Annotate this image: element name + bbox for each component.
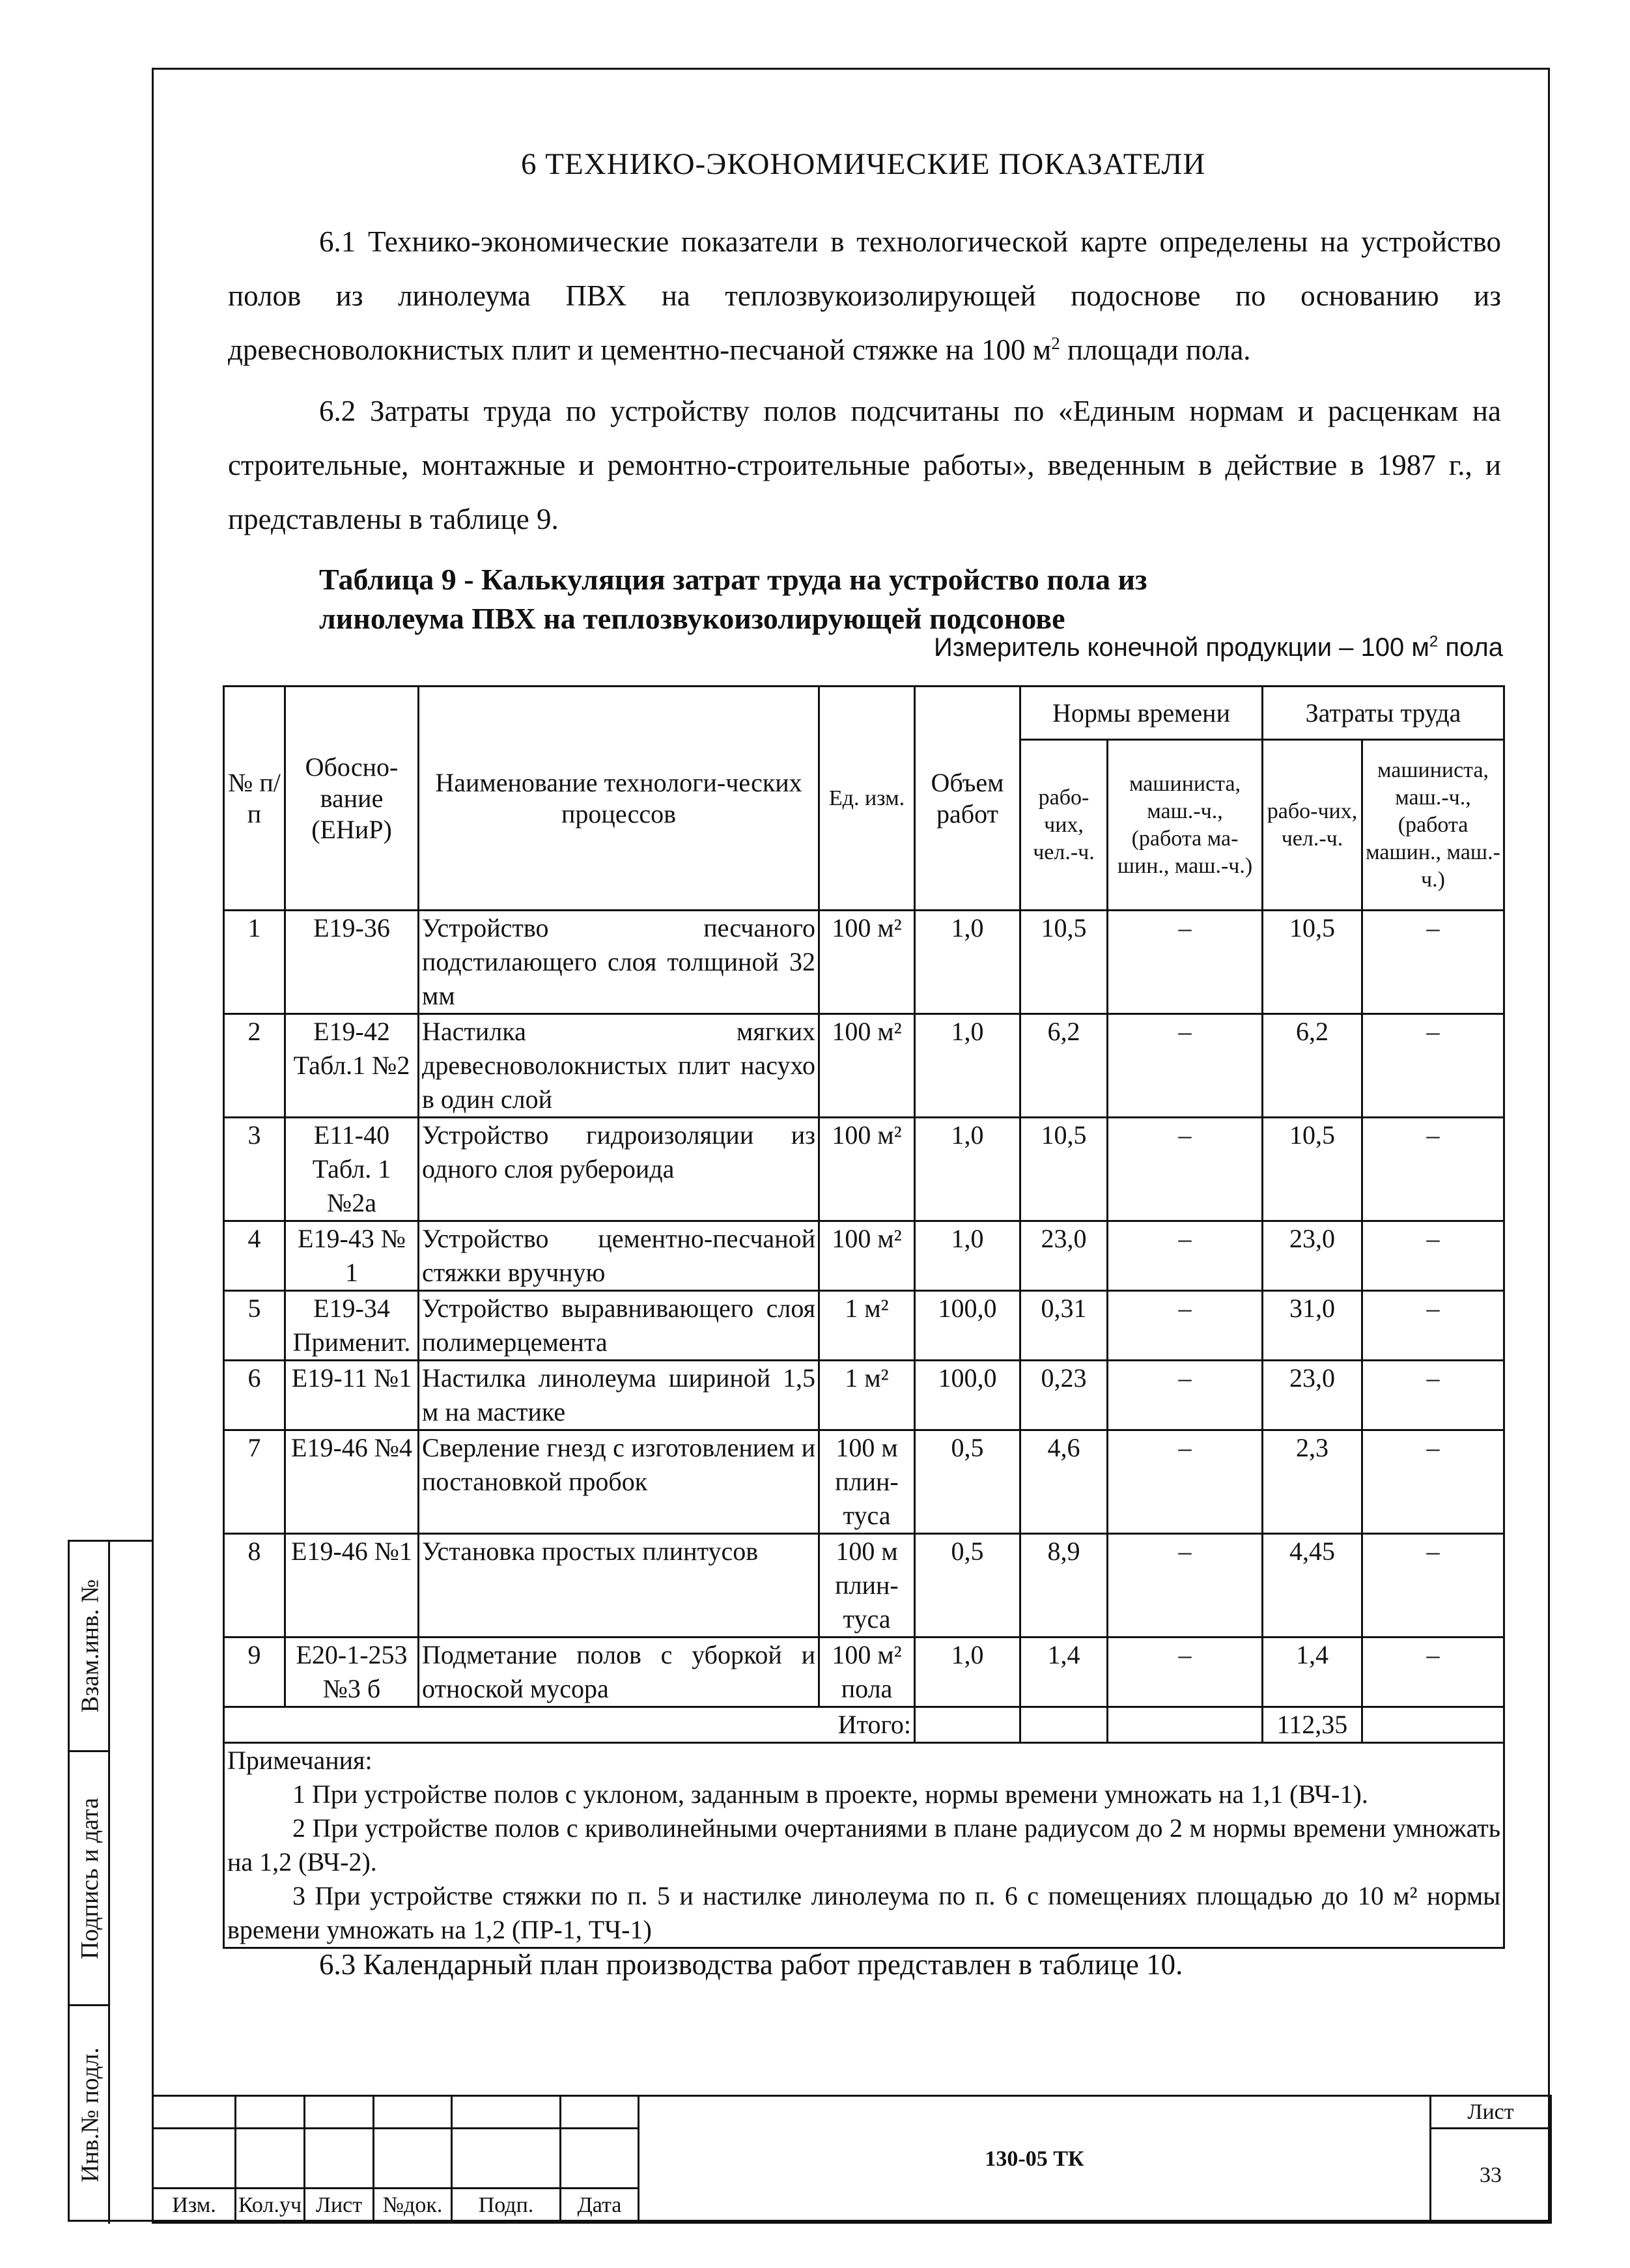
total-value: 112,35 [1263,1707,1362,1743]
row-name: Устройство цементно-песчаной стяжки вручную [419,1221,819,1291]
row-name: Устройство песчаного подстилающего слоя толщиной 32 мм [419,911,819,1014]
sheet-number: 33 [1431,2129,1551,2223]
note-3-text: 3 При устройстве стяжки по п. 5 и настилке линолеума по п. 6 с помещениях площадью до 10 м² нормы времени умножать на 1,2 (ПР-1, ТЧ-1) [227,1881,1501,1944]
sheet-label: Лист [1431,2096,1551,2129]
row-cost-workers: 4,45 [1263,1534,1362,1637]
row-name: Сверление гнезд с изготовлением и постановкой пробок [419,1430,819,1534]
row-norm-machinist: – [1108,1291,1263,1361]
row-cost-machinist: – [1362,1014,1504,1118]
row-num: 8 [224,1534,285,1637]
row-volume: 1,0 [915,1637,1020,1707]
row-basis: Е19-34 Применит. [285,1291,419,1361]
row-cost-workers: 1,4 [1263,1637,1362,1707]
stamp-col-list: Лист [305,2189,374,2223]
table-row [224,1291,1504,1361]
header-norms: Нормы времени [1020,687,1263,740]
row-norm-workers: 1,4 [1020,1637,1108,1707]
stamp-col-ndok: №док. [374,2189,452,2223]
row-volume: 100,0 [915,1361,1020,1430]
row-norm-machinist: – [1108,1118,1263,1221]
stamp-col-kol: Кол.уч [236,2189,305,2223]
row-unit: 100 м плин-туса [819,1430,915,1534]
stamp-col-data: Дата [561,2189,639,2223]
row-cost-workers: 23,0 [1263,1361,1362,1430]
stamp-blank [305,2096,374,2129]
row-cost-machinist: – [1362,1637,1504,1707]
row-name: Подметание полов с уборкой и отноской мусора [419,1637,819,1707]
row-num: 5 [224,1291,285,1361]
document-code: 130-05 ТК [639,2096,1431,2223]
sidebar-podpis-label: Подпись и дата [76,1797,104,1959]
header-basis: Обосно-вание (ЕНиР) [285,687,419,911]
row-basis: Е19-11 №1 [285,1361,419,1430]
stamp-blank [561,2096,639,2129]
table-row [224,1014,1504,1118]
row-basis: Е11-40 Табл. 1 №2а [285,1118,419,1221]
row-unit: 100 м плин-туса [819,1534,915,1637]
row-name: Установка простых плинтусов [419,1534,819,1637]
row-num: 3 [224,1118,285,1221]
header-cost-machinist: машиниста, маш.-ч., (работа машин., маш.-ч.) [1362,740,1504,911]
stamp-blank [374,2096,452,2129]
table-row [224,1534,1504,1637]
row-volume: 1,0 [915,1221,1020,1291]
note-1-text: 1 При устройстве полов с уклоном, заданным в проекте, нормы времени умножать на 1,1 (ВЧ-1). [292,1779,1368,1809]
measure-text-a: Измеритель конечной продукции – 100 м [934,633,1429,662]
total-empty-cost-m [1362,1707,1504,1743]
row-basis: Е20-1-253 №3 б [285,1637,419,1707]
stamp-blank [153,2096,236,2129]
row-volume: 0,5 [915,1534,1020,1637]
row-num: 9 [224,1637,285,1707]
row-name: Настилка линолеума шириной 1,5 м на мастике [419,1361,819,1430]
row-unit: 100 м² [819,1118,915,1221]
row-unit: 100 м² пола [819,1637,915,1707]
row-unit: 100 м² [819,1221,915,1291]
row-basis: Е19-46 №4 [285,1430,419,1534]
notes-cell [224,1743,1504,1948]
row-num: 6 [224,1361,285,1430]
row-norm-workers: 4,6 [1020,1430,1108,1534]
row-volume: 1,0 [915,911,1020,1014]
total-label: Итого: [224,1707,915,1743]
row-cost-machinist: – [1362,1361,1504,1430]
row-norm-machinist: – [1108,1361,1263,1430]
row-norm-workers: 0,31 [1020,1291,1108,1361]
row-norm-workers: 8,9 [1020,1534,1108,1637]
row-norm-machinist: – [1108,911,1263,1014]
row-norm-workers: 10,5 [1020,1118,1108,1221]
row-basis: Е19-36 [285,911,419,1014]
labor-cost-table [223,685,1505,1949]
row-unit: 1 м² [819,1361,915,1430]
measure-sup: 2 [1429,632,1439,651]
header-name: Наименование технологи-ческих процессов [419,687,819,911]
total-empty-norm-m [1108,1707,1263,1743]
table-caption-line-2: линолеума ПВХ на теплозвукоизолирующей подсонове [319,602,1065,635]
header-norm-machinist: машиниста, маш.-ч., (работа ма-шин., маш.-ч.) [1108,740,1263,911]
row-cost-workers: 31,0 [1263,1291,1362,1361]
row-norm-machinist: – [1108,1221,1263,1291]
row-name: Устройство выравнивающего слоя полимерцемента [419,1291,819,1361]
stamp-blank [236,2096,305,2129]
sidebar-vzam-label: Взам.инв. № [76,1579,104,1713]
header-volume: Объем работ [915,687,1020,911]
row-cost-workers: 23,0 [1263,1221,1362,1291]
notes-title: Примечания: [227,1746,372,1775]
row-basis: Е19-42 Табл.1 №2 [285,1014,419,1118]
row-norm-workers: 0,23 [1020,1361,1108,1430]
row-num: 4 [224,1221,285,1291]
note-2-text: 2 При устройстве полов с криволинейными очертаниями в плане радиусом до 2 м нормы времени умножать на 1,2 (ВЧ-2). [227,1813,1501,1877]
table-row [224,911,1504,1014]
stamp-blank [561,2129,639,2189]
row-volume: 1,0 [915,1014,1020,1118]
row-norm-workers: 10,5 [1020,911,1108,1014]
row-norm-machinist: – [1108,1637,1263,1707]
table-row [224,1637,1504,1707]
table-caption [319,560,1147,638]
header-num: № п/п [224,687,285,911]
header-norm-workers: рабо-чих, чел.-ч. [1020,740,1108,911]
row-cost-machinist: – [1362,1291,1504,1361]
total-empty-volume [915,1707,1020,1743]
table-caption-line-1: Таблица 9 - Калькуляция затрат труда на устройство пола из [319,563,1147,596]
row-cost-machinist: – [1362,1534,1504,1637]
note-1 [227,1778,1500,1811]
row-num: 1 [224,911,285,1014]
row-unit: 100 м² [819,911,915,1014]
row-cost-workers: 10,5 [1263,1118,1362,1221]
row-name: Устройство гидроизоляции из одного слоя рубероида [419,1118,819,1221]
row-cost-workers: 10,5 [1263,911,1362,1014]
row-cost-machinist: – [1362,911,1504,1014]
header-cost-workers: рабо-чих, чел.-ч. [1263,740,1362,911]
sidebar-cell-podpis [70,1750,110,2004]
stamp-blank [305,2129,374,2189]
stamp-blank [374,2129,452,2189]
note-3 [227,1879,1500,1947]
title-block [152,2095,1552,2224]
header-costs: Затраты труда [1263,687,1504,740]
row-cost-machinist: – [1362,1118,1504,1221]
table-row [224,1221,1504,1291]
row-cost-workers: 2,3 [1263,1430,1362,1534]
row-unit: 1 м² [819,1291,915,1361]
stamp-blank [452,2129,561,2189]
row-norm-machinist: – [1108,1014,1263,1118]
stamp-col-podp: Подп. [452,2189,561,2223]
paragraph-6-2 [228,384,1501,546]
row-name: Настилка мягких древесноволокнистых плит насухо в один слой [419,1014,819,1118]
paragraph-6-3: 6.3 Календарный план производства работ представлен в таблице 10. [319,1948,1183,1981]
p61-text-a: 6.1 Технико-экономические показатели в технологической карте определены на устройство полов из линолеума ПВХ на теплозвукоизолирующей подоснове по основанию из древесноволокнистых плит и цементно-песчаной стяжке на 100 м [228,225,1501,366]
row-norm-workers: 6,2 [1020,1014,1108,1118]
row-cost-workers: 6,2 [1263,1014,1362,1118]
stamp-blank [452,2096,561,2129]
row-unit: 100 м² [819,1014,915,1118]
row-norm-machinist: – [1108,1430,1263,1534]
measure-text-b: пола [1438,633,1503,662]
row-basis: Е19-46 №1 [285,1534,419,1637]
p61-text-b: площади пола. [1060,333,1251,366]
left-binding-strip [68,1540,152,2222]
sidebar-cell-inv [70,2004,110,2224]
total-empty-norm-w [1020,1707,1108,1743]
row-norm-machinist: – [1108,1534,1263,1637]
table-row [224,1118,1504,1221]
header-unit: Ед. изм. [819,687,915,911]
section-heading: 6 ТЕХНИКО-ЭКОНОМИЧЕСКИЕ ПОКАЗАТЕЛИ [521,147,1206,181]
row-num: 7 [224,1430,285,1534]
row-num: 2 [224,1014,285,1118]
row-cost-machinist: – [1362,1221,1504,1291]
p62-text: 6.2 Затраты труда по устройству полов подсчитаны по «Единым нормам и расценкам на строительные, монтажные и ремонтно-строительные работы», введенным в действие в 1987 г., и представлены в таблице 9. [228,395,1501,535]
measure-unit-label [934,633,1503,662]
row-basis: Е19-43 № 1 [285,1221,419,1291]
stamp-col-izm: Изм. [153,2189,236,2223]
stamp-blank [236,2129,305,2189]
stamp-blank [153,2129,236,2189]
row-norm-workers: 23,0 [1020,1221,1108,1291]
sidebar-cell-vzam [70,1542,110,1750]
table-row [224,1430,1504,1534]
p61-sup: 2 [1051,333,1060,353]
table-row [224,1361,1504,1430]
paragraph-6-1 [228,215,1501,377]
row-volume: 100,0 [915,1291,1020,1361]
row-volume: 0,5 [915,1430,1020,1534]
row-cost-machinist: – [1362,1430,1504,1534]
sidebar-inv-label: Инв.№ подл. [76,2047,104,2183]
note-2 [227,1811,1500,1879]
row-volume: 1,0 [915,1118,1020,1221]
